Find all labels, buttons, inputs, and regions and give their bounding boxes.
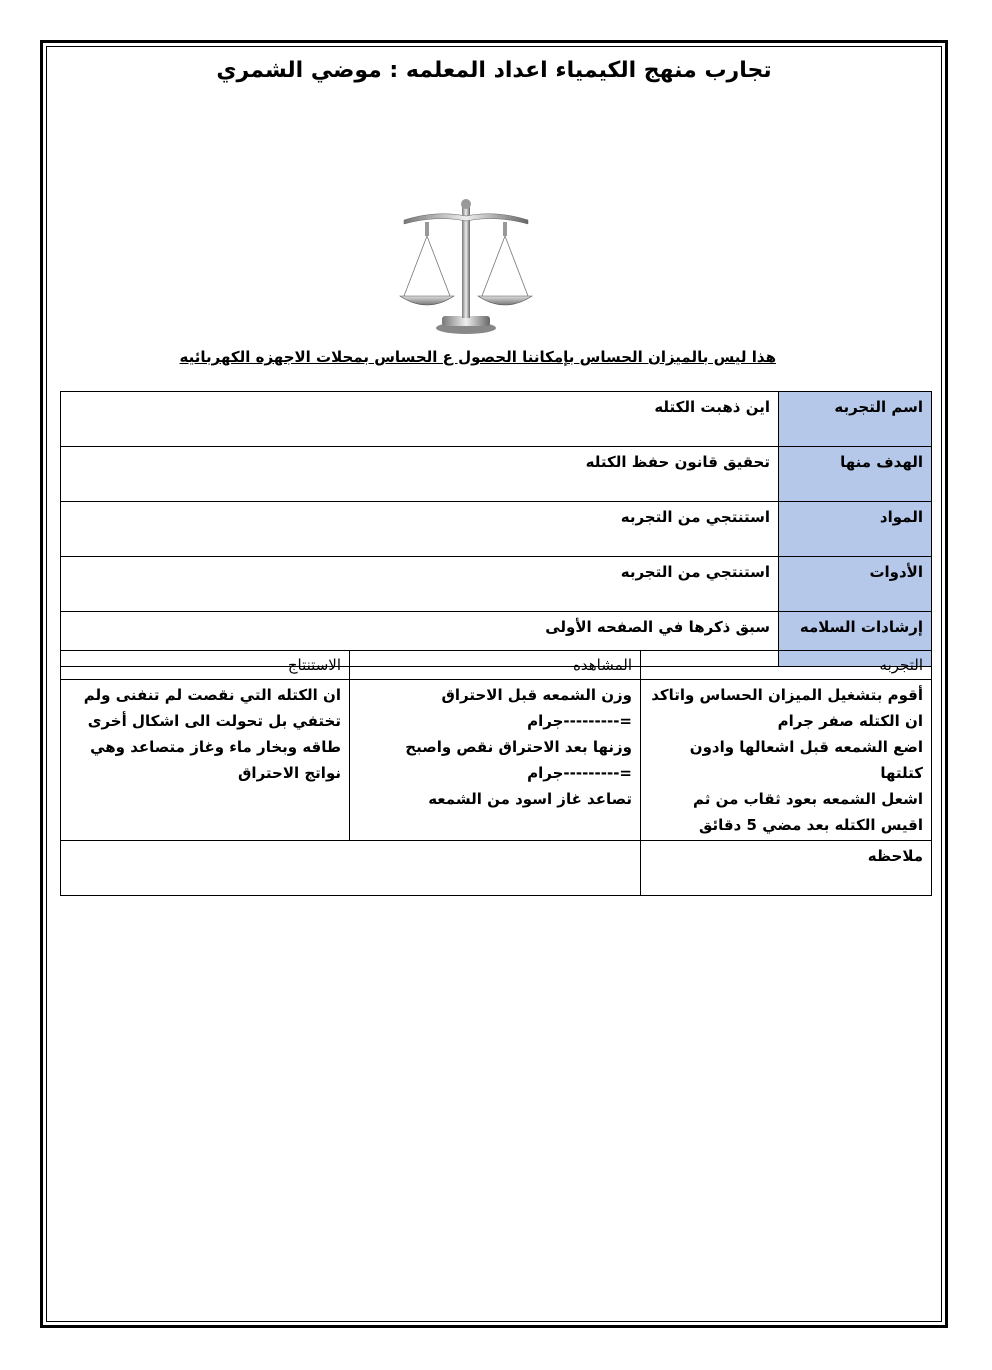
experiment-header-row bbox=[61, 651, 932, 680]
procedure-line: ان الكتله صفر جرام bbox=[777, 712, 923, 730]
observation-cell bbox=[350, 680, 641, 841]
info-row-goal bbox=[61, 447, 932, 502]
observation-line: =---------جرام bbox=[527, 764, 632, 782]
info-value: سبق ذكرها في الصفحه الأولى bbox=[61, 612, 779, 667]
balance-scale-icon bbox=[396, 196, 536, 336]
procedure-line: كتلتها bbox=[880, 764, 923, 782]
observation-line: وزن الشمعه قبل الاحتراق bbox=[441, 686, 632, 704]
experiment-info-table bbox=[60, 391, 932, 667]
info-label: الأدوات bbox=[779, 557, 932, 612]
info-value: استنتجي من التجربه bbox=[61, 502, 779, 557]
info-label: إرشادات السلامه bbox=[779, 612, 932, 667]
experiment-steps-table bbox=[60, 650, 932, 896]
image-caption-note: هذا ليس بالميزان الحساس بإمكاننا الحصول ع الحساس بمحلات الاجهزه الكهربائيه bbox=[179, 348, 776, 366]
procedure-line: أقوم بتشغيل الميزان الحساس واتاكد bbox=[651, 686, 923, 704]
procedure-line: اضع الشمعه قبل اشعالها وادون bbox=[689, 738, 923, 756]
observation-line: تصاعد غاز اسود من الشمعه bbox=[428, 790, 632, 808]
info-label: المواد bbox=[779, 502, 932, 557]
header-procedure: التجربه bbox=[641, 651, 932, 680]
conclusion-line: تختفي بل تحولت الى اشكال أخرى bbox=[87, 712, 341, 730]
info-label: اسم التجربه bbox=[779, 392, 932, 447]
conclusion-line: نواتج الاحتراق bbox=[238, 764, 341, 782]
info-row-name bbox=[61, 392, 932, 447]
info-row-materials bbox=[61, 502, 932, 557]
conclusion-line: ان الكتله التي نقصت لم تنفنى ولم bbox=[83, 686, 341, 704]
header-conclusion: الاستنتاج bbox=[61, 651, 350, 680]
info-value: اين ذهبت الكتله bbox=[61, 392, 779, 447]
procedure-line: اشعل الشمعه بعود ثقاب من ثم bbox=[692, 790, 923, 808]
info-value: تحقيق قانون حفظ الكتله bbox=[61, 447, 779, 502]
observation-line: وزنها بعد الاحتراق نقص واصبح bbox=[405, 738, 632, 756]
procedure-cell bbox=[641, 680, 932, 841]
header-observation: المشاهده bbox=[350, 651, 641, 680]
procedure-line: اقيس الكتله بعد مضي 5 دقائق bbox=[699, 816, 923, 834]
conclusion-cell bbox=[61, 680, 350, 841]
notes-value bbox=[61, 841, 641, 896]
observation-line: =---------جرام bbox=[527, 712, 632, 730]
page-title: تجارب منهج الكيمياء اعداد المعلمه : موضي الشمري bbox=[216, 58, 772, 83]
info-row-tools bbox=[61, 557, 932, 612]
info-label: الهدف منها bbox=[779, 447, 932, 502]
notes-row bbox=[61, 841, 932, 896]
conclusion-line: طاقه وبخار ماء وغاز متصاعد وهي bbox=[90, 738, 341, 756]
notes-label: ملاحظه bbox=[641, 841, 932, 896]
info-value: استنتجي من التجربه bbox=[61, 557, 779, 612]
experiment-content-row bbox=[61, 680, 932, 841]
